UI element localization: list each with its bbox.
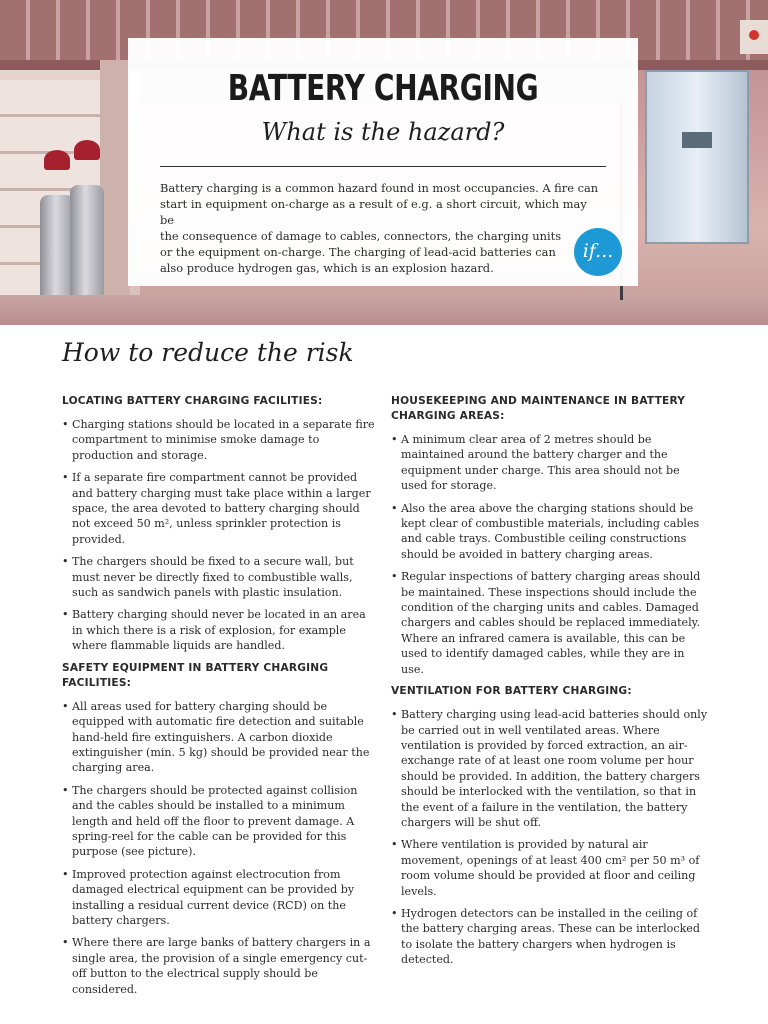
list-item: • Battery charging should never be located in an area in which there is a risk of explosion, for example where flammable liquids are handled. [62, 608, 366, 653]
list-item: • The chargers should be fixed to a secure wall, but must never be directly fixed to combustible walls, such as sandwich panels with plastic insulation. [62, 555, 354, 600]
page-title: BATTERY CHARGING [227, 68, 539, 109]
list-item: • Charging stations should be located in a separate fire compartment to minimise smoke damage to production and storage. [62, 418, 375, 462]
section-heading: How to reduce the risk [62, 338, 354, 367]
cylinder-valve [44, 150, 70, 170]
list-item: • All areas used for battery charging should be equipped with automatic fire detection and suitable hand-held fire extinguishers. A carbon dioxide extinguisher (min. 5 kg) should be provided near the charging area. [62, 699, 370, 775]
list-item: • Battery charging using lead-acid batteries should only be carried out in well ventilated areas. Where ventilation is provided by forced extraction, an air-exchange rate of at least one room volume per hour should be provided. In addition, the battery chargers should be interlocked with the ventilation, so that in the event of a failure in the ventilation, the battery chargers will be shut off. [391, 708, 708, 829]
bullet-icon: • [62, 699, 69, 713]
cylinder-valve [74, 140, 100, 160]
left-column [62, 394, 378, 1004]
list-item: • Where there are large banks of battery chargers in a single area, the provision of a single emergency cut-off button to the electrical supply should be considered. [62, 936, 371, 996]
emergency-knob [749, 30, 759, 40]
subheading-ventilation: VENTILATION FOR BATTERY CHARGING: [391, 685, 632, 698]
bullet-icon: • [391, 708, 398, 722]
intro-paragraph [160, 180, 600, 276]
intro-line: start in equipment on-charge as a result of e.g. a short circuit, which may be [160, 197, 587, 227]
bullet-icon: • [62, 555, 69, 569]
list-item: • Also the area above the charging stations should be kept clear of combustible materials, including cables and cable trays. Combustible ceiling constructions should be avoided in battery charging areas. [391, 501, 700, 561]
right-column [391, 394, 709, 975]
bullet-icon: • [391, 570, 398, 584]
locating-list [62, 417, 378, 654]
list-item: • Hydrogen detectors can be installed in the ceiling of the battery charging areas. These can be interlocked to isolate the battery chargers when hydrogen is detected. [391, 906, 700, 967]
emergency-switch [740, 20, 768, 54]
gas-cylinder [70, 185, 104, 305]
title-card [128, 38, 638, 286]
bullet-icon: • [62, 418, 69, 431]
floor [0, 295, 768, 325]
list-item: • Regular inspections of battery charging areas should be maintained. These inspections should include the condition of the charging units and cables. Damaged chargers and cables should be replaced immediately. Where an infrared camera is available, this can be used to identify damaged cables, while they are in use. [391, 570, 701, 676]
divider [160, 166, 606, 167]
bullet-icon: • [62, 608, 69, 622]
bullet-icon: • [62, 471, 69, 485]
ventilation-list [391, 707, 709, 968]
if-logo-icon: if... [574, 228, 622, 276]
gas-cylinder [40, 195, 74, 305]
bullet-icon: • [391, 838, 398, 852]
list-item: • If a separate fire compartment cannot be provided and battery charging must take place within a larger space, the area devoted to battery charging should not exceed 50 m², unless sprinkler protection is provided. [62, 471, 371, 546]
intro-line: the consequence of damage to cables, connectors, the charging units [160, 229, 562, 243]
list-item: • Improved protection against electrocution from damaged electrical equipment can be provided by installing a residual current device (RCD) on the battery chargers. [62, 867, 355, 927]
bullet-icon: • [391, 906, 398, 920]
list-item: • The chargers should be protected against collision and the cables should be installed to a minimum length and held off the floor to prevent damage. A spring-reel for the cable can be provided for this purpose (see picture). [62, 783, 358, 859]
list-item: • A minimum clear area of 2 metres should be maintained around the battery charger and the equipment under charge. This area should not be used for storage. [391, 433, 680, 493]
subheading-safety: SAFETY EQUIPMENT IN BATTERY CHARGING FACILITIES: [62, 661, 329, 689]
bullet-icon: • [62, 783, 69, 797]
housekeeping-list [391, 432, 709, 677]
battery-charger [645, 70, 749, 244]
subheading-housekeeping: HOUSEKEEPING AND MAINTENANCE IN BATTERY CHARGING AREAS: [391, 395, 686, 422]
safety-list [62, 699, 378, 997]
bullet-icon: • [391, 501, 398, 515]
charger-display [682, 132, 712, 148]
bullet-icon: • [391, 433, 398, 446]
subheading-locating: LOCATING BATTERY CHARGING FACILITIES: [62, 395, 323, 407]
list-item: • Where ventilation is provided by natural air movement, openings of at least 400 cm² per 50 m³ of room volume should be provided at floor and ceiling levels. [391, 838, 700, 898]
intro-line: Battery charging is a common hazard found in most occupancies. A fire can [160, 181, 599, 195]
bullet-icon: • [62, 936, 69, 950]
intro-line: also produce hydrogen gas, which is an explosion hazard. [160, 261, 494, 275]
intro-line: or the equipment on-charge. The charging of lead-acid batteries can [160, 245, 556, 259]
pillar [100, 60, 130, 325]
bullet-icon: • [62, 867, 69, 881]
page-subtitle: What is the hazard? [261, 118, 505, 146]
